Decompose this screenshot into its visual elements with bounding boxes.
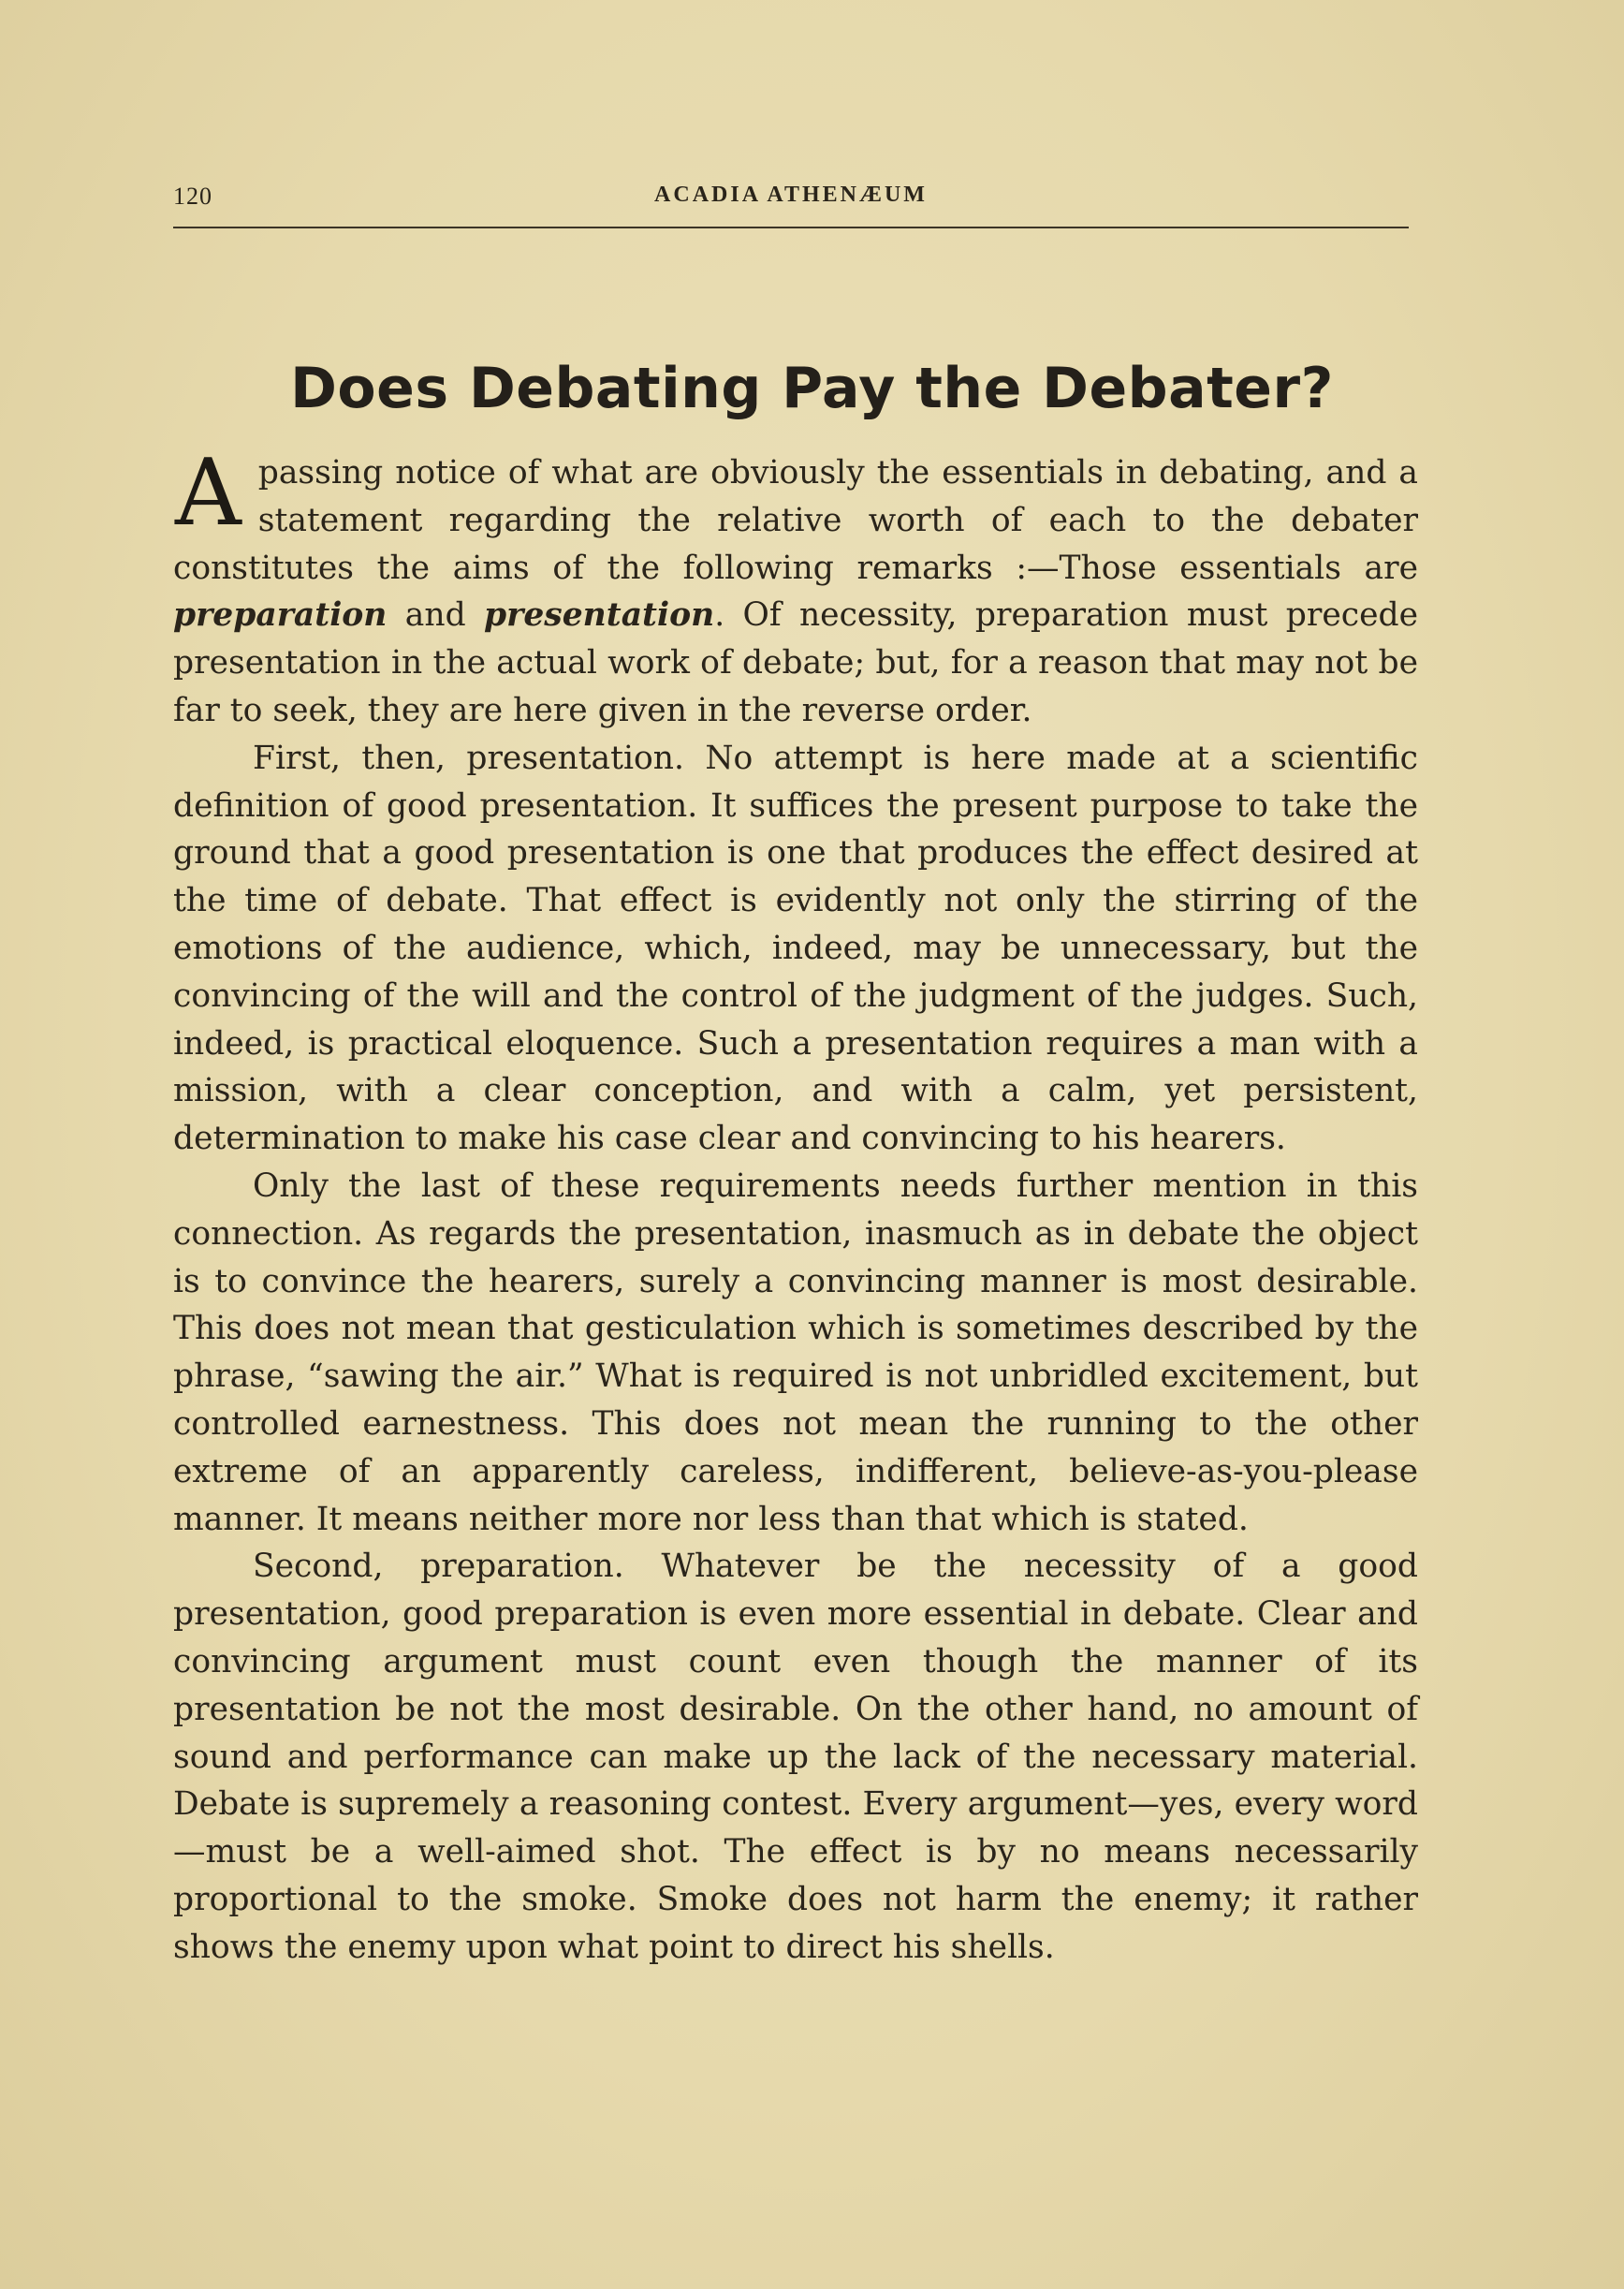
drop-cap: A xyxy=(175,440,241,547)
paragraph-1 xyxy=(173,440,1418,735)
emphasis-presentation: presentation xyxy=(484,596,715,635)
running-head xyxy=(173,183,1409,220)
paragraph-4: Second, preparation. Whatever be the necessity of a good presentation, good preparation is even more essential in debate. Clear and convincing argument must count even though the manner of its presentation be not the most desirable. On the other hand, no amount of sound and performance can make up the lack of the necessary material. Debate is supremely a reasoning contest. Every argument—yes, every word—must be a well-aimed shot. The effect is by no means necessarily proportional to the smoke. Smoke does not harm the enemy; it rather shows the enemy upon what point to direct his shells. xyxy=(173,1548,1418,1966)
paragraph-1-text-c: . Of necessity, preparation must precede presentation in the actual work of debate; but, for a reason that may not be far to seek, they are here given in the reverse order. xyxy=(173,596,1418,729)
header-rule xyxy=(173,227,1409,228)
journal-title: ACADIA ATHENÆUM xyxy=(654,183,928,207)
article-body xyxy=(173,440,1418,1972)
paragraph-2: First, then, presentation. No attempt is here made at a scientific definition of good presentation. It suffices the present purpose to take the ground that a good presentation is one that produces the effect desired at the time of debate. That effect is evidently not only the stirring of the emotions of the audience, which, indeed, may be unnecessary, but the convincing of the will and the control of the judgment of the judges. Such, indeed, is practical eloquence. Such a presentation requires a man with a mission, with a clear conception, and with a calm, yet persistent, determination to make his case clear and convincing to his hearers. xyxy=(173,739,1418,1158)
paragraph-3: Only the last of these requirements needs further mention in this connection. As regards the presentation, inasmuch as in debate the object is to convince the hearers, surely a convincing manner is most desirable. This does not mean that gesticulation which is sometimes described by the phrase, “sawing the air.” What is required is not unbridled excitement, but controlled earnestness. This does not mean the running to the other extreme of an apparently careless, indifferent, believe-as-you-please manner. It means neither more nor less than that which is stated. xyxy=(173,1167,1418,1538)
paragraph-1-text-a: passing notice of what are obviously the essentials in debating, and a statement regarding the relative worth of each to the debater constitutes the aims of the following remarks :—Those essentials are xyxy=(173,454,1418,587)
paragraph-1-text-b: and xyxy=(387,596,485,635)
page-number: 120 xyxy=(173,183,212,210)
article-title: Does Debating Pay the Debater? xyxy=(290,356,1334,422)
emphasis-preparation: preparation xyxy=(173,596,388,635)
